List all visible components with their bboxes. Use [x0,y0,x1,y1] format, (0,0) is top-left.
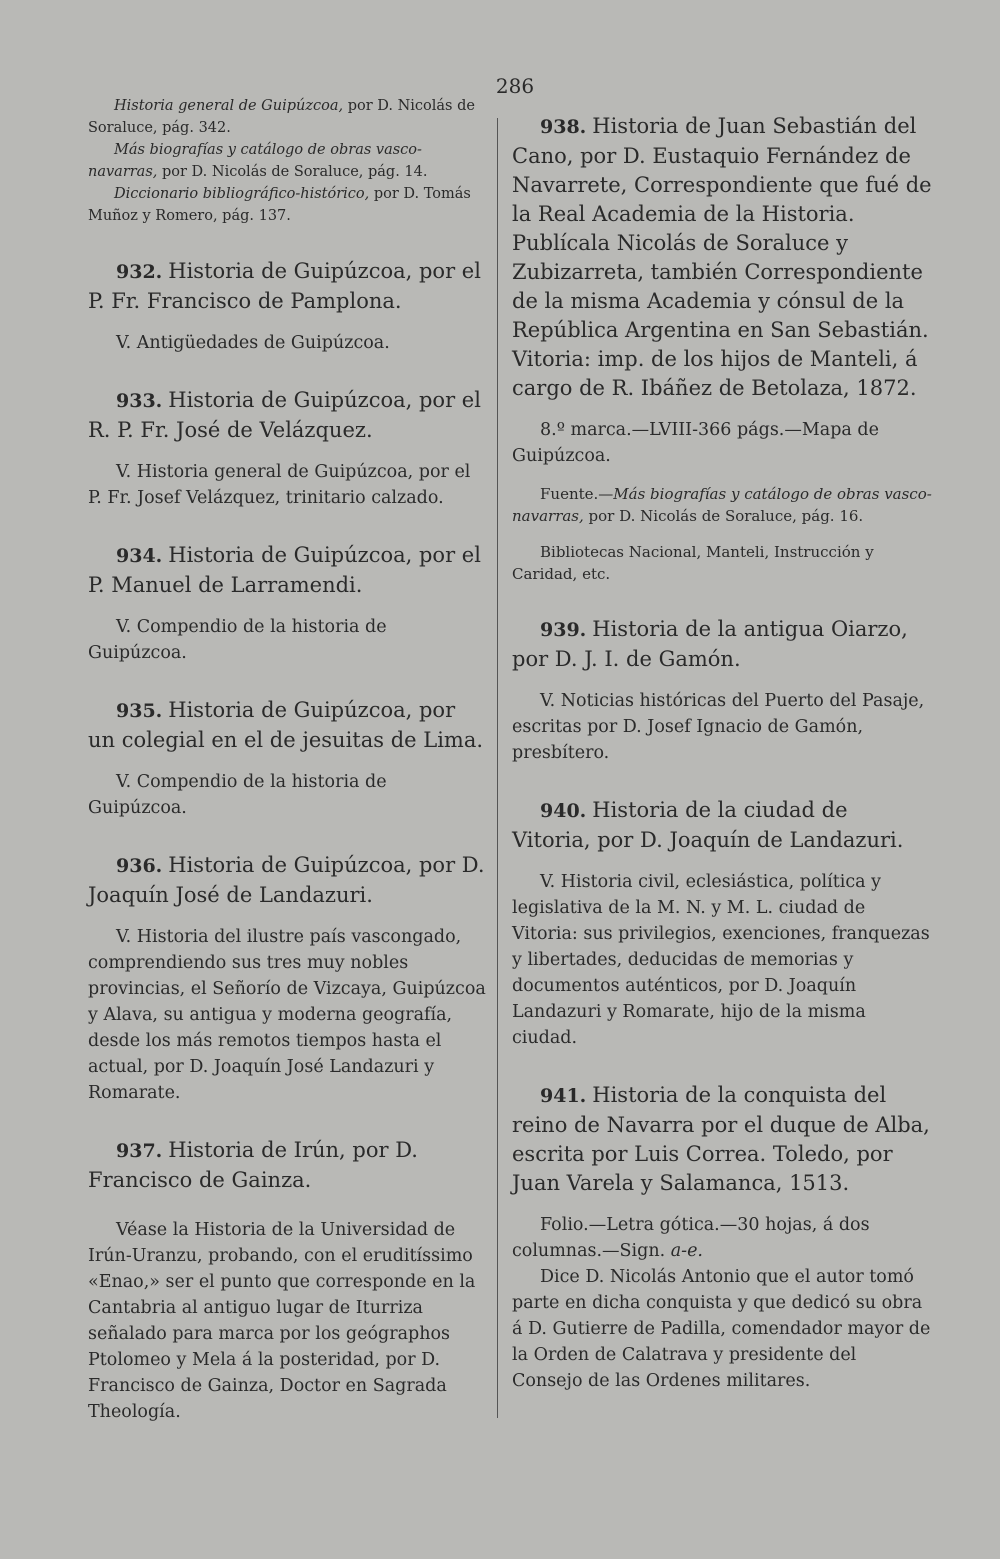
entry-cross-reference: V. Historia civil, eclesiástica, política y legislativa de la M. N. y M. L. ciudad de Vitoria: sus privilegios, exenciones, franquezas y libertades, deducidas de memorias y documentos auténticos, por D. Joaquín Landazuri y Romarate, hijo de la misma ciudad. [512,872,930,1048]
entry-934 [88,541,486,600]
entry-number: 941. [540,1085,587,1107]
entry-cross-reference: V. Compendio de la historia de Guipúzcoa. [88,617,387,663]
entry-number: 939. [540,619,587,641]
entry-description: 8.º marca.—LVIII-366 págs.—Mapa de Guipúzcoa. [512,420,879,466]
entry-title: Historia de Irún, por D. Francisco de Gainza. [88,1138,418,1192]
reference-detail: por D. Nicolás de Soraluce, pág. 14. [157,164,428,180]
entry-number: 935. [116,700,163,722]
source-detail: por D. Nicolás de Soraluce, pág. 16. [583,507,864,525]
entry-number: 937. [116,1140,163,1162]
entry-note: Dice D. Nicolás Antonio que el autor tomó parte en dicha conquista y que dedicó su obra á D. Gutierre de Padilla, comendador mayor de la Orden de Calatrava y presidente del Consejo de las Ordenes militares. [512,1267,931,1391]
entry-936 [88,851,486,910]
entry-number: 932. [116,261,163,283]
entry-cross-reference: Véase la Historia de la Universidad de Irún-Uranzu, probando, con el eruditíssimo «Enao,» ser el punto que corresponde en la Cantabria al antiguo lugar de Iturriza señalado para marca por los geógraphos Ptolomeo y Mela á la posteridad, por D. Francisco de Gainza, Doctor en Sagrada Theología. [88,1220,476,1422]
entry-935 [88,696,486,755]
reference-detail: por D. Nicolás de Soraluce, pág. 342. [88,98,475,136]
entry-title: Historia de Guipúzcoa, por el P. Manuel de Larramendi. [88,543,481,597]
entry-number: 936. [116,855,163,877]
entry-number: 940. [540,800,587,822]
entry-941 [512,1081,932,1198]
reference-title: Historia general de Guipúzcoa, [114,98,344,114]
entry-number: 934. [116,545,163,567]
entry-title: Historia de la conquista del reino de Navarra por el duque de Alba, escrita por Luis Correa. Toledo, por Juan Varela y Salamanca, 1513. [512,1083,930,1195]
entry-title: Historia de Guipúzcoa, por un colegial en el de jesuitas de Lima. [88,698,484,752]
source-title: Más biografías y catálogo de obras vasco-navarras, [512,485,932,525]
entry-number: 933. [116,390,163,412]
entry-cross-reference: V. Compendio de la historia de Guipúzcoa. [88,772,387,818]
reference-note [88,183,486,227]
page-number: 286 [495,74,535,98]
description-text: Folio.—Letra gótica.—30 hojas, á dos columnas.—Sign. [512,1215,870,1261]
source-label: Fuente.— [540,485,614,503]
entry-cross-reference: V. Historia del ilustre país vascongado, comprendiendo sus tres muy nobles provincias, el Señorío de Vizcaya, Guipúzcoa y Alava, su antigua y moderna geografía, desde los más remotos tiempos hasta el actual, por D. Joaquín José Landazuri y Romarate. [88,927,486,1103]
entry-933 [88,386,486,445]
entry-940 [512,796,932,855]
entry-939 [512,615,932,674]
entry-title: Historia de Guipúzcoa, por el R. P. Fr. José de Velázquez. [88,388,481,442]
entry-title: Historia de Guipúzcoa, por el P. Fr. Francisco de Pamplona. [88,259,481,313]
entry-932 [88,257,486,316]
signature-range: a-e. [670,1241,703,1261]
reference-note [88,139,486,183]
reference-title: Más biografías y catálogo de obras vasco-navarras, [88,142,422,180]
entry-cross-reference: V. Antigüedades de Guipúzcoa. [116,333,390,353]
entry-description [512,1212,932,1264]
entry-cross-reference: V. Historia general de Guipúzcoa, por el P. Fr. Josef Velázquez, trinitario calzado. [88,462,471,508]
reference-note [88,95,486,139]
entry-title: Historia de la ciudad de Vitoria, por D. Joaquín de Landazuri. [512,798,904,852]
entry-937 [88,1136,486,1195]
entry-title: Historia de Guipúzcoa, por D. Joaquín José de Landazuri. [88,853,485,907]
entry-cross-reference: V. Noticias históricas del Puerto del Pasaje, escritas por D. Josef Ignacio de Gamón, presbítero. [512,691,925,763]
reference-title: Diccionario bibliográfico-histórico, [114,186,370,202]
column-divider [497,118,498,1418]
entry-title: Historia de la antigua Oiarzo, por D. J. I. de Gamón. [512,617,908,671]
entry-source [512,483,932,527]
entry-title: Historia de Juan Sebastián del Cano, por D. Eustaquio Fernández de Navarrete, Correspondiente que fué de la Real Academia de la Historia. Publícala Nicolás de Soraluce y Zubizarreta, también Correspondiente de la misma Academia y cónsul de la República Argentina en San Sebastián. Vitoria: imp. de los hijos de Manteli, á cargo de R. Ibáñez de Betolaza, 1872. [512,114,932,400]
entry-938 [512,112,932,403]
reference-detail: por D. Tomás Muñoz y Romero, pág. 137. [88,186,471,224]
entry-number: 938. [540,116,587,138]
right-column [512,112,932,1394]
entry-libraries: Bibliotecas Nacional, Manteli, Instrucción y Caridad, etc. [512,543,874,583]
left-column [88,95,486,1425]
